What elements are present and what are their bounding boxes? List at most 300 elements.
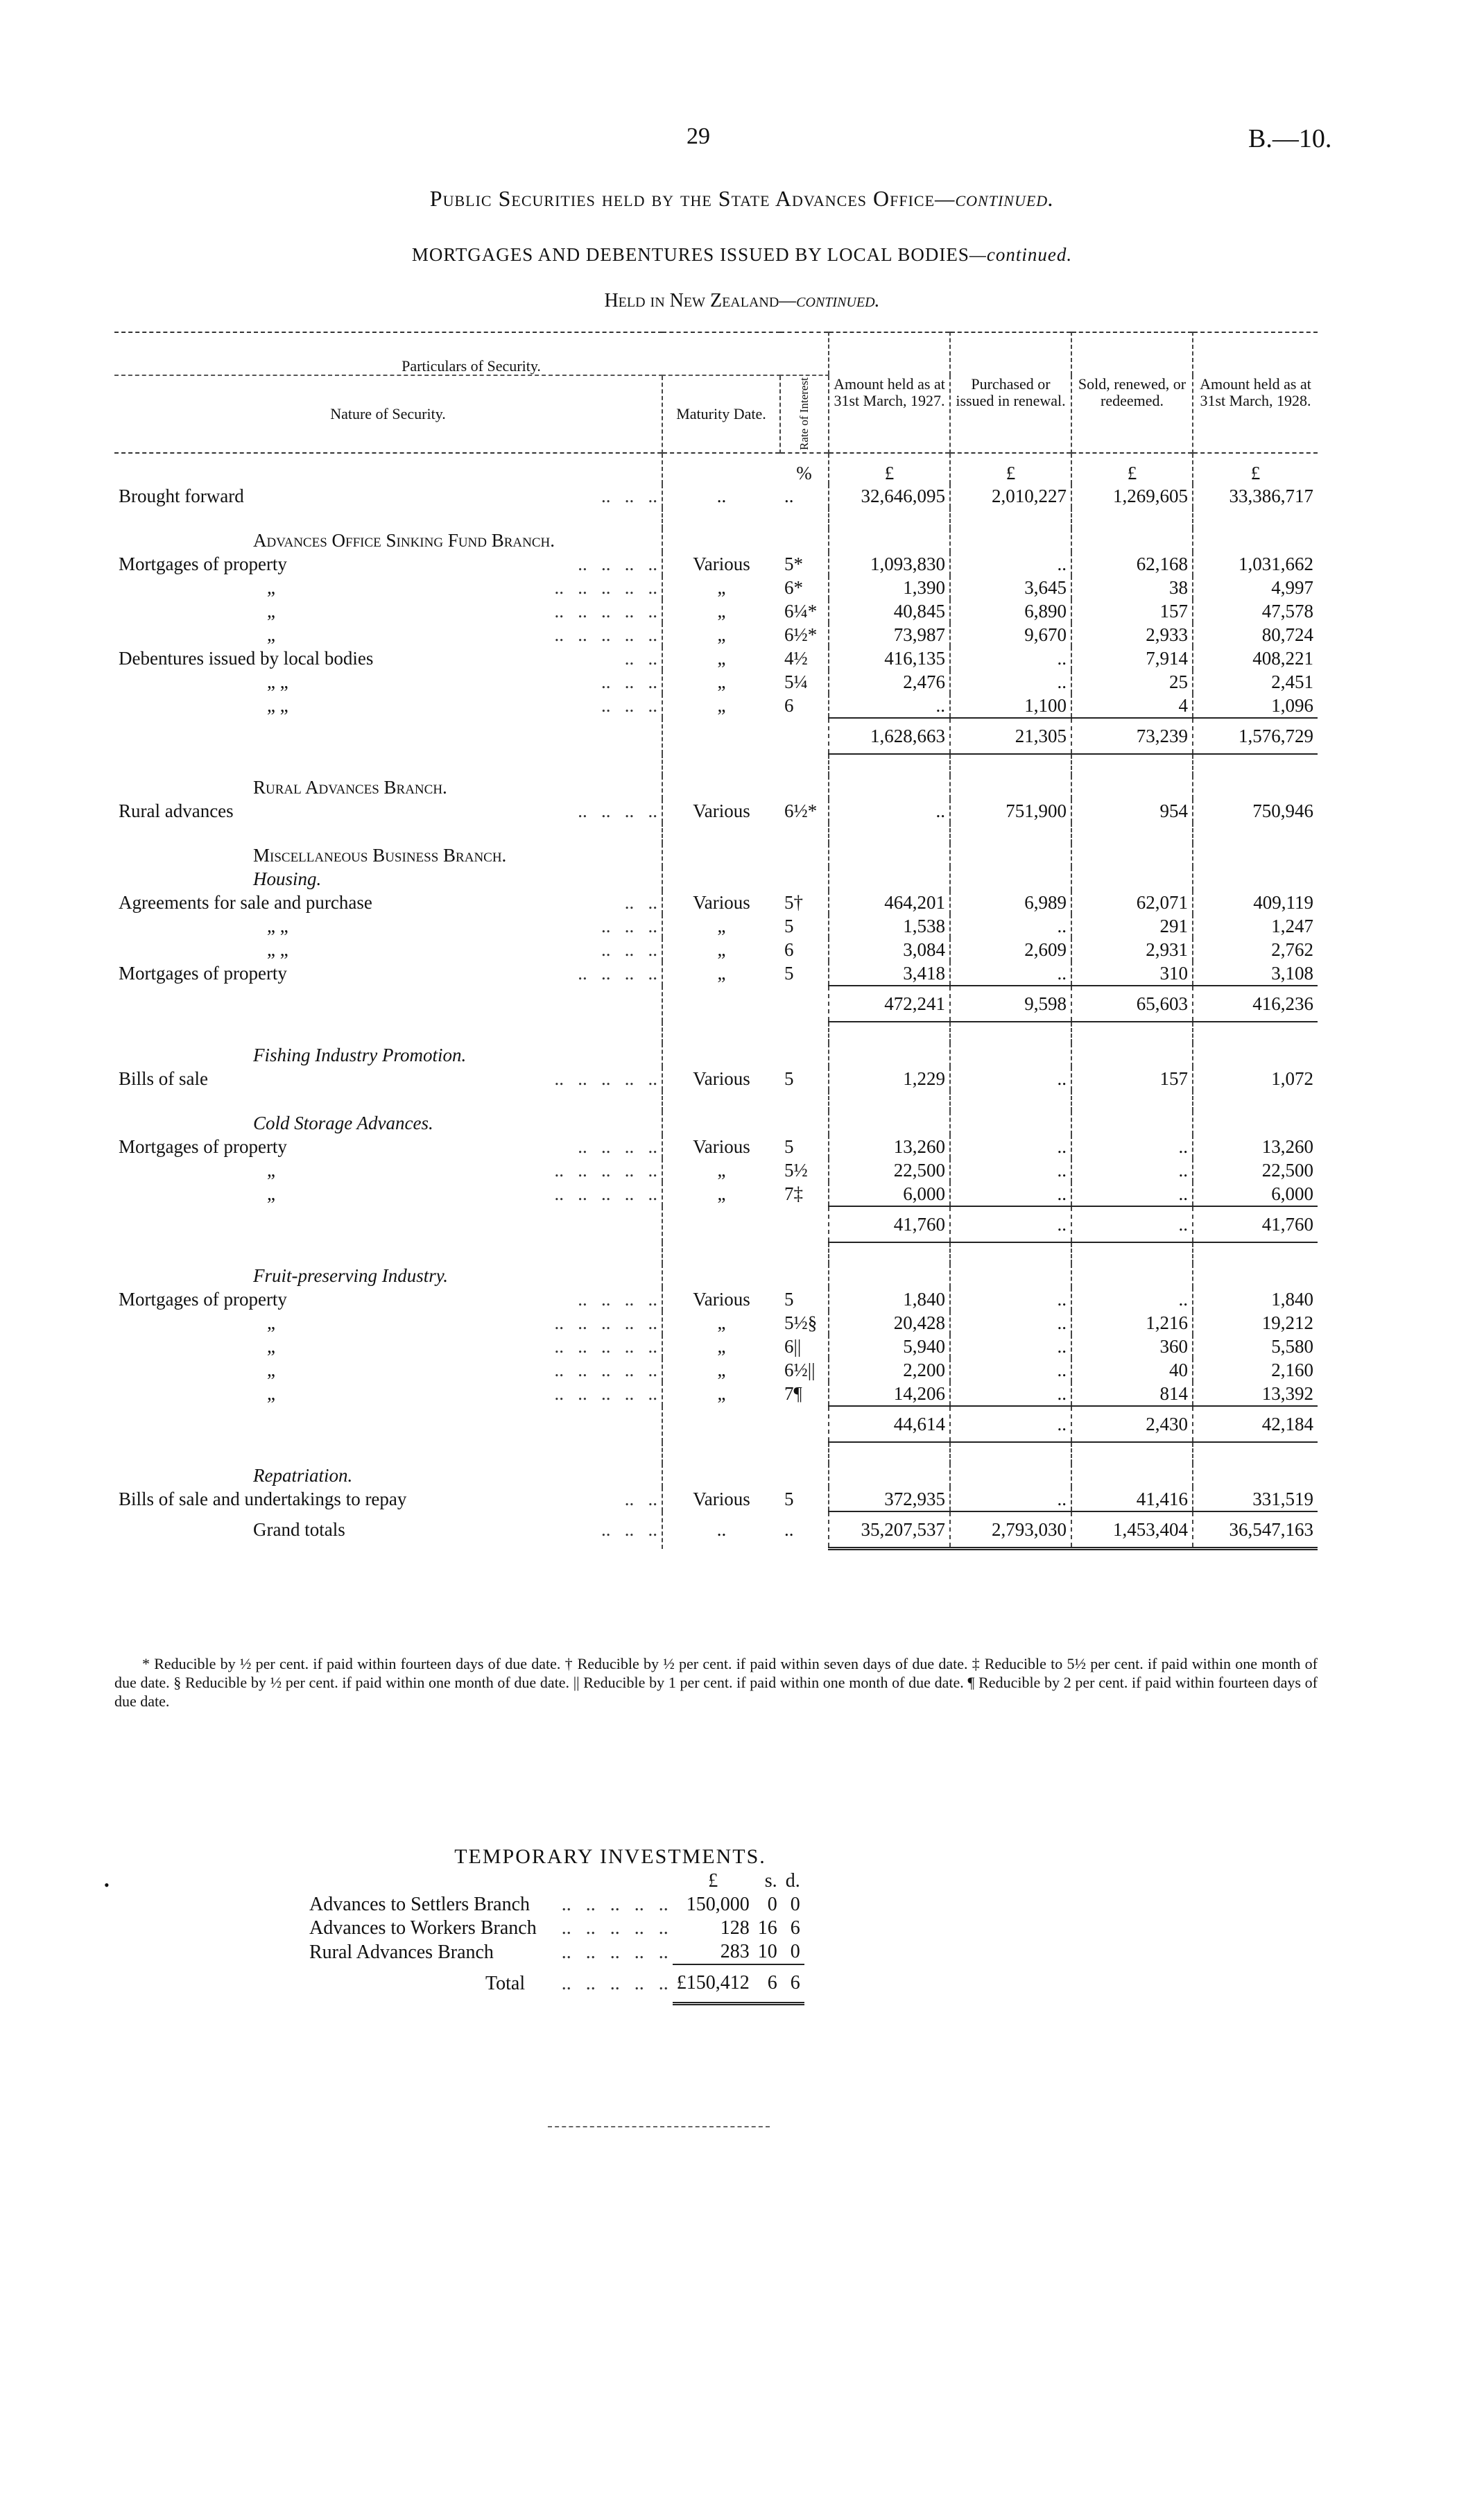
held-1928-cell: 33,386,717 <box>1193 484 1318 508</box>
empty-cell <box>1071 1264 1193 1287</box>
shillings-cell: 6 <box>754 1964 782 2003</box>
leader-dots: .. .. .. .. .. <box>561 1973 668 1994</box>
pounds-cell: 128 <box>720 1917 750 1939</box>
nature-cell <box>114 1206 662 1242</box>
empty-cell <box>1071 775 1193 799</box>
gap-cell <box>662 1022 780 1043</box>
leader-dots: .. .. .. .. .. <box>554 576 657 598</box>
rate-cell: 6 <box>784 695 794 716</box>
nature-cell <box>114 694 662 718</box>
nature-text: Debentures issued by local bodies <box>119 647 374 669</box>
purchased-cell: 2,793,030 <box>950 1511 1071 1549</box>
sold-cell: 1,216 <box>1071 1311 1193 1335</box>
gap-cell <box>780 823 829 843</box>
purchased-cell: 3,645 <box>950 576 1071 599</box>
empty-cell <box>1193 775 1318 799</box>
gap-cell <box>662 1242 780 1264</box>
gap-row <box>114 1022 1318 1043</box>
held-in-suffix: —continued. <box>779 290 880 311</box>
header-held-1928: Amount held as at 31st March, 1928. <box>1193 332 1318 453</box>
rate-cell: 6½|| <box>784 1359 816 1380</box>
header-purchased: Purchased or issued in renewal. <box>950 332 1071 453</box>
gap-cell <box>114 1242 662 1264</box>
nature-text: Grand totals <box>253 1519 345 1541</box>
held-1927-cell: .. <box>829 799 950 823</box>
held-1927-cell: 1,093,830 <box>829 552 950 576</box>
grand-row <box>114 1511 1318 1549</box>
pence-cell: 6 <box>790 1917 800 1939</box>
rate-cell: 6½* <box>784 800 818 821</box>
sub-row <box>114 1043 1318 1067</box>
gap-cell <box>829 754 950 775</box>
gap-cell <box>780 754 829 775</box>
nature-text: „ <box>267 1159 275 1181</box>
nature-text: Mortgages of property <box>119 1135 287 1157</box>
empty-cell <box>829 1111 950 1135</box>
empty-cell <box>829 1264 950 1287</box>
nature-cell <box>114 799 662 823</box>
gap-row <box>114 823 1318 843</box>
held-1928-cell: 80,724 <box>1193 623 1318 646</box>
nature-text: „ <box>267 576 275 598</box>
table-row <box>114 1358 1318 1382</box>
nature-text: „ „ <box>267 671 288 692</box>
header-rate: Rate of Interest <box>780 375 829 453</box>
purchased-cell: 6,890 <box>950 599 1071 623</box>
held-1927-cell: 1,840 <box>829 1287 950 1311</box>
empty-cell <box>1193 843 1318 867</box>
subsection-heading: Fruit-preserving Industry. <box>253 1265 448 1286</box>
held-1928-cell: 1,096 <box>1193 694 1318 718</box>
leader-dots: .. .. .. .. .. <box>554 624 657 645</box>
maturity-cell: .. <box>662 484 780 508</box>
held-1927-cell: 1,390 <box>829 576 950 599</box>
held-1928-cell: 5,580 <box>1193 1335 1318 1358</box>
leader-dots: .. .. .. <box>601 1519 657 1541</box>
empty-cell <box>950 867 1071 891</box>
held-1928-cell: 331,519 <box>1193 1487 1318 1511</box>
pence-cell: 6 <box>782 1964 804 2003</box>
empty-cell <box>950 1464 1071 1487</box>
sold-cell: .. <box>1071 1158 1193 1182</box>
table-row <box>114 1158 1318 1182</box>
held-1928-cell: 19,212 <box>1193 1311 1318 1335</box>
bullet-mark: • <box>104 1876 110 1894</box>
nature-cell <box>114 1382 662 1406</box>
gap-cell <box>829 1090 950 1111</box>
leader-dots: .. .. .. .. .. <box>554 1383 657 1404</box>
empty-cell <box>950 1264 1071 1287</box>
total-row <box>305 1964 804 2003</box>
table-row <box>114 670 1318 694</box>
section-subtitle <box>0 244 1484 266</box>
held-1928-cell: 1,072 <box>1193 1067 1318 1090</box>
held-1928-cell: 4,997 <box>1193 576 1318 599</box>
empty-cell <box>662 1264 780 1287</box>
gap-cell <box>662 1442 780 1464</box>
maturity-cell: „ <box>662 938 780 961</box>
table-row <box>114 1067 1318 1090</box>
sold-cell: .. <box>1071 1206 1193 1242</box>
maturity-cell: „ <box>662 623 780 646</box>
page-title <box>0 186 1484 212</box>
rate-cell: 5½§ <box>784 1312 818 1333</box>
leader-dots: .. .. <box>624 1489 657 1509</box>
nature-text: „ <box>267 624 275 645</box>
nature-text: Mortgages of property <box>119 553 287 574</box>
gap-cell <box>950 508 1071 529</box>
gap-cell <box>829 1442 950 1464</box>
nature-text: „ <box>267 1359 275 1380</box>
purchased-cell: 1,100 <box>950 694 1071 718</box>
sub-row <box>114 1464 1318 1487</box>
held-1928-cell: 22,500 <box>1193 1158 1318 1182</box>
gap-cell <box>829 823 950 843</box>
held-1927-cell: 1,538 <box>829 914 950 938</box>
leader-dots: .. .. .. .. .. <box>561 1941 668 1963</box>
leader-dots: .. .. <box>624 891 657 913</box>
nature-cell <box>114 1182 662 1206</box>
gap-cell <box>780 1090 829 1111</box>
purchased-cell: 21,305 <box>950 718 1071 754</box>
table-row <box>114 484 1318 508</box>
table-row <box>114 914 1318 938</box>
rate-cell: 5¼ <box>784 671 808 692</box>
gap-cell <box>829 1242 950 1264</box>
nature-text: „ <box>267 1335 275 1357</box>
empty-cell <box>1071 1043 1193 1067</box>
held-1927-cell: 13,260 <box>829 1135 950 1158</box>
pence-cell: 0 <box>790 1941 800 1962</box>
gap-cell <box>780 508 829 529</box>
table-row <box>114 891 1318 914</box>
purchased-cell: .. <box>950 1158 1071 1182</box>
leader-dots: .. .. .. .. <box>578 1135 657 1157</box>
branch-row <box>114 775 1318 799</box>
subsection-heading: Cold Storage Advances. <box>253 1112 433 1133</box>
nature-cell <box>114 1287 662 1311</box>
gap-cell <box>662 508 780 529</box>
nature-text: „ „ <box>267 939 288 960</box>
purchased-cell: .. <box>950 1487 1071 1511</box>
purchased-cell: .. <box>950 552 1071 576</box>
gap-cell <box>1071 823 1193 843</box>
temporary-investments-title: TEMPORARY INVESTMENTS. <box>454 1845 766 1868</box>
subtotal-row <box>114 718 1318 754</box>
empty-cell <box>780 1464 829 1487</box>
unit-held-1928: £ <box>1193 453 1318 484</box>
empty-cell <box>662 843 780 867</box>
nature-cell <box>114 670 662 694</box>
maturity-cell: Various <box>662 1287 780 1311</box>
branch-row <box>114 529 1318 552</box>
maturity-cell: „ <box>662 1158 780 1182</box>
purchased-cell: .. <box>950 1067 1071 1090</box>
nature-text: „ <box>267 600 275 622</box>
nature-text: Bills of sale <box>119 1068 208 1089</box>
gap-cell <box>114 1090 662 1111</box>
footnotes: * Reducible by ½ per cent. if paid within fourteen days of due date. † Reducible by ½ per cent. if paid within seven days of due date. ‡ Reducible to 5½ per cent. if paid within one month of due date. § Reducible by ½ per cent. if paid within one month of due date. || Reducible by 1 per cent. if paid within one month of due date. ¶ Reducible by 2 per cent. if paid within fourteen days of due date. <box>114 1655 1318 1710</box>
pounds-cell: £150,412 <box>673 1964 754 2003</box>
held-1928-cell: 6,000 <box>1193 1182 1318 1206</box>
purchased-cell: 2,010,227 <box>950 484 1071 508</box>
sold-cell: .. <box>1071 1135 1193 1158</box>
held-1927-cell: 5,940 <box>829 1335 950 1358</box>
leader-dots: .. .. .. <box>601 695 657 716</box>
empty-cell <box>1193 867 1318 891</box>
nature-text: Agreements for sale and purchase <box>119 891 372 913</box>
gap-cell <box>1071 508 1193 529</box>
gap-cell <box>1193 508 1318 529</box>
table-row <box>114 1335 1318 1358</box>
table-row <box>114 646 1318 670</box>
empty-cell <box>662 1464 780 1487</box>
empty-cell <box>1071 843 1193 867</box>
header-held-1927: Amount held as at 31st March, 1927. <box>829 332 950 453</box>
gap-row <box>114 754 1318 775</box>
held-1927-cell: 73,987 <box>829 623 950 646</box>
held-1927-cell: 44,614 <box>829 1406 950 1442</box>
held-1928-cell: 41,760 <box>1193 1206 1318 1242</box>
held-1927-cell: 41,760 <box>829 1206 950 1242</box>
empty-cell <box>829 775 950 799</box>
rate-cell: 6½* <box>784 624 818 645</box>
rate-cell: 5 <box>784 1489 794 1509</box>
nature-text: Mortgages of property <box>119 963 287 984</box>
maturity-cell <box>662 718 780 754</box>
gap-cell <box>114 823 662 843</box>
held-1927-cell: 464,201 <box>829 891 950 914</box>
nature-cell <box>114 1487 662 1511</box>
total-label: Total <box>485 1973 526 1994</box>
maturity-cell: Various <box>662 552 780 576</box>
empty-cell <box>950 843 1071 867</box>
empty-cell <box>1193 1264 1318 1287</box>
unit-sold: £ <box>1071 453 1193 484</box>
branch-row <box>114 843 1318 867</box>
table-row <box>114 552 1318 576</box>
unit-purchased: £ <box>950 453 1071 484</box>
rate-cell: .. <box>784 1519 794 1541</box>
rate-cell: 5 <box>784 1288 794 1310</box>
empty-cell <box>950 1043 1071 1067</box>
gap-cell <box>1071 754 1193 775</box>
investment-row <box>305 1940 804 1964</box>
unit-pence: d. <box>785 1870 800 1892</box>
held-1927-cell: 22,500 <box>829 1158 950 1182</box>
nature-cell <box>114 961 662 986</box>
held-1928-cell: 1,576,729 <box>1193 718 1318 754</box>
empty-cell <box>829 1464 950 1487</box>
empty-cell <box>829 843 950 867</box>
subtotal-row <box>114 1206 1318 1242</box>
held-1928-cell: 2,451 <box>1193 670 1318 694</box>
maturity-cell: .. <box>662 1511 780 1549</box>
sold-cell: 4 <box>1071 694 1193 718</box>
nature-cell <box>114 1135 662 1158</box>
sold-cell: .. <box>1071 1287 1193 1311</box>
investment-label: Rural Advances Branch <box>309 1941 494 1963</box>
leader-dots: .. .. .. <box>601 915 657 936</box>
purchased-cell: .. <box>950 1335 1071 1358</box>
header-sold: Sold, renewed, or redeemed. <box>1071 332 1193 453</box>
purchased-cell: .. <box>950 1382 1071 1406</box>
unit-rate: % <box>796 463 812 483</box>
rate-cell: 6|| <box>784 1335 802 1357</box>
gap-cell <box>950 1242 1071 1264</box>
maturity-cell: „ <box>662 670 780 694</box>
subtitle-text: MORTGAGES AND DEBENTURES ISSUED BY LOCAL BODIES <box>411 244 969 265</box>
nature-cell <box>114 914 662 938</box>
gap-cell <box>114 754 662 775</box>
maturity-cell: Various <box>662 1135 780 1158</box>
sold-cell: 38 <box>1071 576 1193 599</box>
purchased-cell: .. <box>950 1406 1071 1442</box>
empty-cell <box>662 529 780 552</box>
rate-cell: 5* <box>784 553 803 574</box>
gap-cell <box>1193 1090 1318 1111</box>
held-1927-cell: 3,418 <box>829 961 950 986</box>
pounds-cell: 283 <box>720 1941 750 1962</box>
table-row <box>114 1487 1318 1511</box>
title-suffix: —continued. <box>935 186 1055 211</box>
empty-cell <box>662 1043 780 1067</box>
rate-cell <box>780 718 829 754</box>
purchased-cell: .. <box>950 1206 1071 1242</box>
empty-cell <box>780 867 829 891</box>
subsection-heading: Repatriation. <box>253 1464 353 1486</box>
maturity-cell <box>662 1206 780 1242</box>
purchased-cell: .. <box>950 1135 1071 1158</box>
maturity-cell: „ <box>662 1311 780 1335</box>
securities-table <box>114 332 1318 1550</box>
nature-text: Brought forward <box>119 485 244 506</box>
rate-cell: 7¶ <box>784 1383 802 1404</box>
purchased-cell: .. <box>950 670 1071 694</box>
purchased-cell: 9,670 <box>950 623 1071 646</box>
nature-cell <box>114 1406 662 1442</box>
sold-cell: 62,168 <box>1071 552 1193 576</box>
held-1927-cell: 2,200 <box>829 1358 950 1382</box>
title-text: Public Securities held by the State Advances Office <box>429 186 935 211</box>
gap-cell <box>1071 1242 1193 1264</box>
rate-cell: 5½ <box>784 1159 808 1181</box>
maturity-cell: „ <box>662 599 780 623</box>
empty-cell <box>1071 1464 1193 1487</box>
leader-dots: .. .. <box>624 647 657 669</box>
held-1928-cell: 3,108 <box>1193 961 1318 986</box>
held-1927-cell: .. <box>829 694 950 718</box>
sold-cell: 310 <box>1071 961 1193 986</box>
gap-row <box>114 1242 1318 1264</box>
empty-cell <box>780 1111 829 1135</box>
maturity-cell: Various <box>662 1487 780 1511</box>
held-1927-cell: 3,084 <box>829 938 950 961</box>
rate-cell: 4½ <box>784 647 808 669</box>
held-1928-cell: 47,578 <box>1193 599 1318 623</box>
gap-row <box>114 508 1318 529</box>
unit-held-1927: £ <box>829 453 950 484</box>
rate-cell: 5† <box>784 891 803 913</box>
table-row <box>114 599 1318 623</box>
sold-cell: 360 <box>1071 1335 1193 1358</box>
held-1928-cell: 416,236 <box>1193 986 1318 1022</box>
held-1927-cell: 1,229 <box>829 1067 950 1090</box>
sub-row <box>114 1111 1318 1135</box>
sold-cell: 2,933 <box>1071 623 1193 646</box>
purchased-cell: .. <box>950 1182 1071 1206</box>
rate-cell <box>780 1406 829 1442</box>
maturity-cell: Various <box>662 1067 780 1090</box>
purchased-cell: 6,989 <box>950 891 1071 914</box>
gap-cell <box>950 1090 1071 1111</box>
rate-cell: 5 <box>784 1135 794 1157</box>
sold-cell: 62,071 <box>1071 891 1193 914</box>
held-1927-cell: 472,241 <box>829 986 950 1022</box>
branch-heading: Miscellaneous Business Branch. <box>253 844 507 866</box>
unit-pounds: £ <box>708 1870 718 1892</box>
leader-dots: .. .. .. .. <box>578 1288 657 1310</box>
table-row <box>114 1311 1318 1335</box>
purchased-cell: .. <box>950 1358 1071 1382</box>
gap-cell <box>662 754 780 775</box>
rate-cell: 6 <box>784 939 794 960</box>
leader-dots: .. .. .. <box>601 939 657 960</box>
purchased-cell: .. <box>950 646 1071 670</box>
sold-cell: 814 <box>1071 1382 1193 1406</box>
investment-label: Advances to Workers Branch <box>309 1917 537 1939</box>
investment-row <box>305 1917 804 1940</box>
rate-cell: 6¼* <box>784 600 818 622</box>
subtotal-row <box>114 1406 1318 1442</box>
leader-dots: .. .. .. .. <box>578 800 657 821</box>
table-row <box>114 576 1318 599</box>
shillings-cell: 16 <box>757 1917 777 1939</box>
header-nature: Nature of Security. <box>330 405 446 422</box>
leader-dots: .. .. .. .. <box>578 963 657 984</box>
purchased-cell: .. <box>950 1311 1071 1335</box>
gap-cell <box>662 823 780 843</box>
table-row <box>114 1287 1318 1311</box>
unit-shillings: s. <box>764 1870 777 1892</box>
sold-cell: 65,603 <box>1071 986 1193 1022</box>
shillings-cell: 10 <box>757 1941 777 1962</box>
nature-text: „ <box>267 1383 275 1404</box>
sold-cell: .. <box>1071 1182 1193 1206</box>
nature-cell <box>114 1311 662 1335</box>
branch-heading: Rural Advances Branch. <box>253 776 447 798</box>
leader-dots: .. .. .. .. <box>578 553 657 574</box>
held-1927-cell: 32,646,095 <box>829 484 950 508</box>
nature-cell <box>114 1358 662 1382</box>
end-divider <box>548 2126 770 2127</box>
nature-text: Bills of sale and undertakings to repay <box>119 1489 407 1509</box>
sold-cell: 2,430 <box>1071 1406 1193 1442</box>
empty-cell <box>780 775 829 799</box>
empty-cell <box>829 1043 950 1067</box>
empty-cell <box>1193 529 1318 552</box>
held-1927-cell: 416,135 <box>829 646 950 670</box>
gap-cell <box>1193 1022 1318 1043</box>
nature-cell <box>114 1511 662 1549</box>
leader-dots: .. .. .. .. .. <box>554 1312 657 1333</box>
gap-cell <box>1193 754 1318 775</box>
gap-cell <box>780 1242 829 1264</box>
held-in-heading <box>0 290 1484 312</box>
nature-cell <box>114 1067 662 1090</box>
gap-cell <box>950 754 1071 775</box>
header-maturity: Maturity Date. <box>662 375 780 453</box>
